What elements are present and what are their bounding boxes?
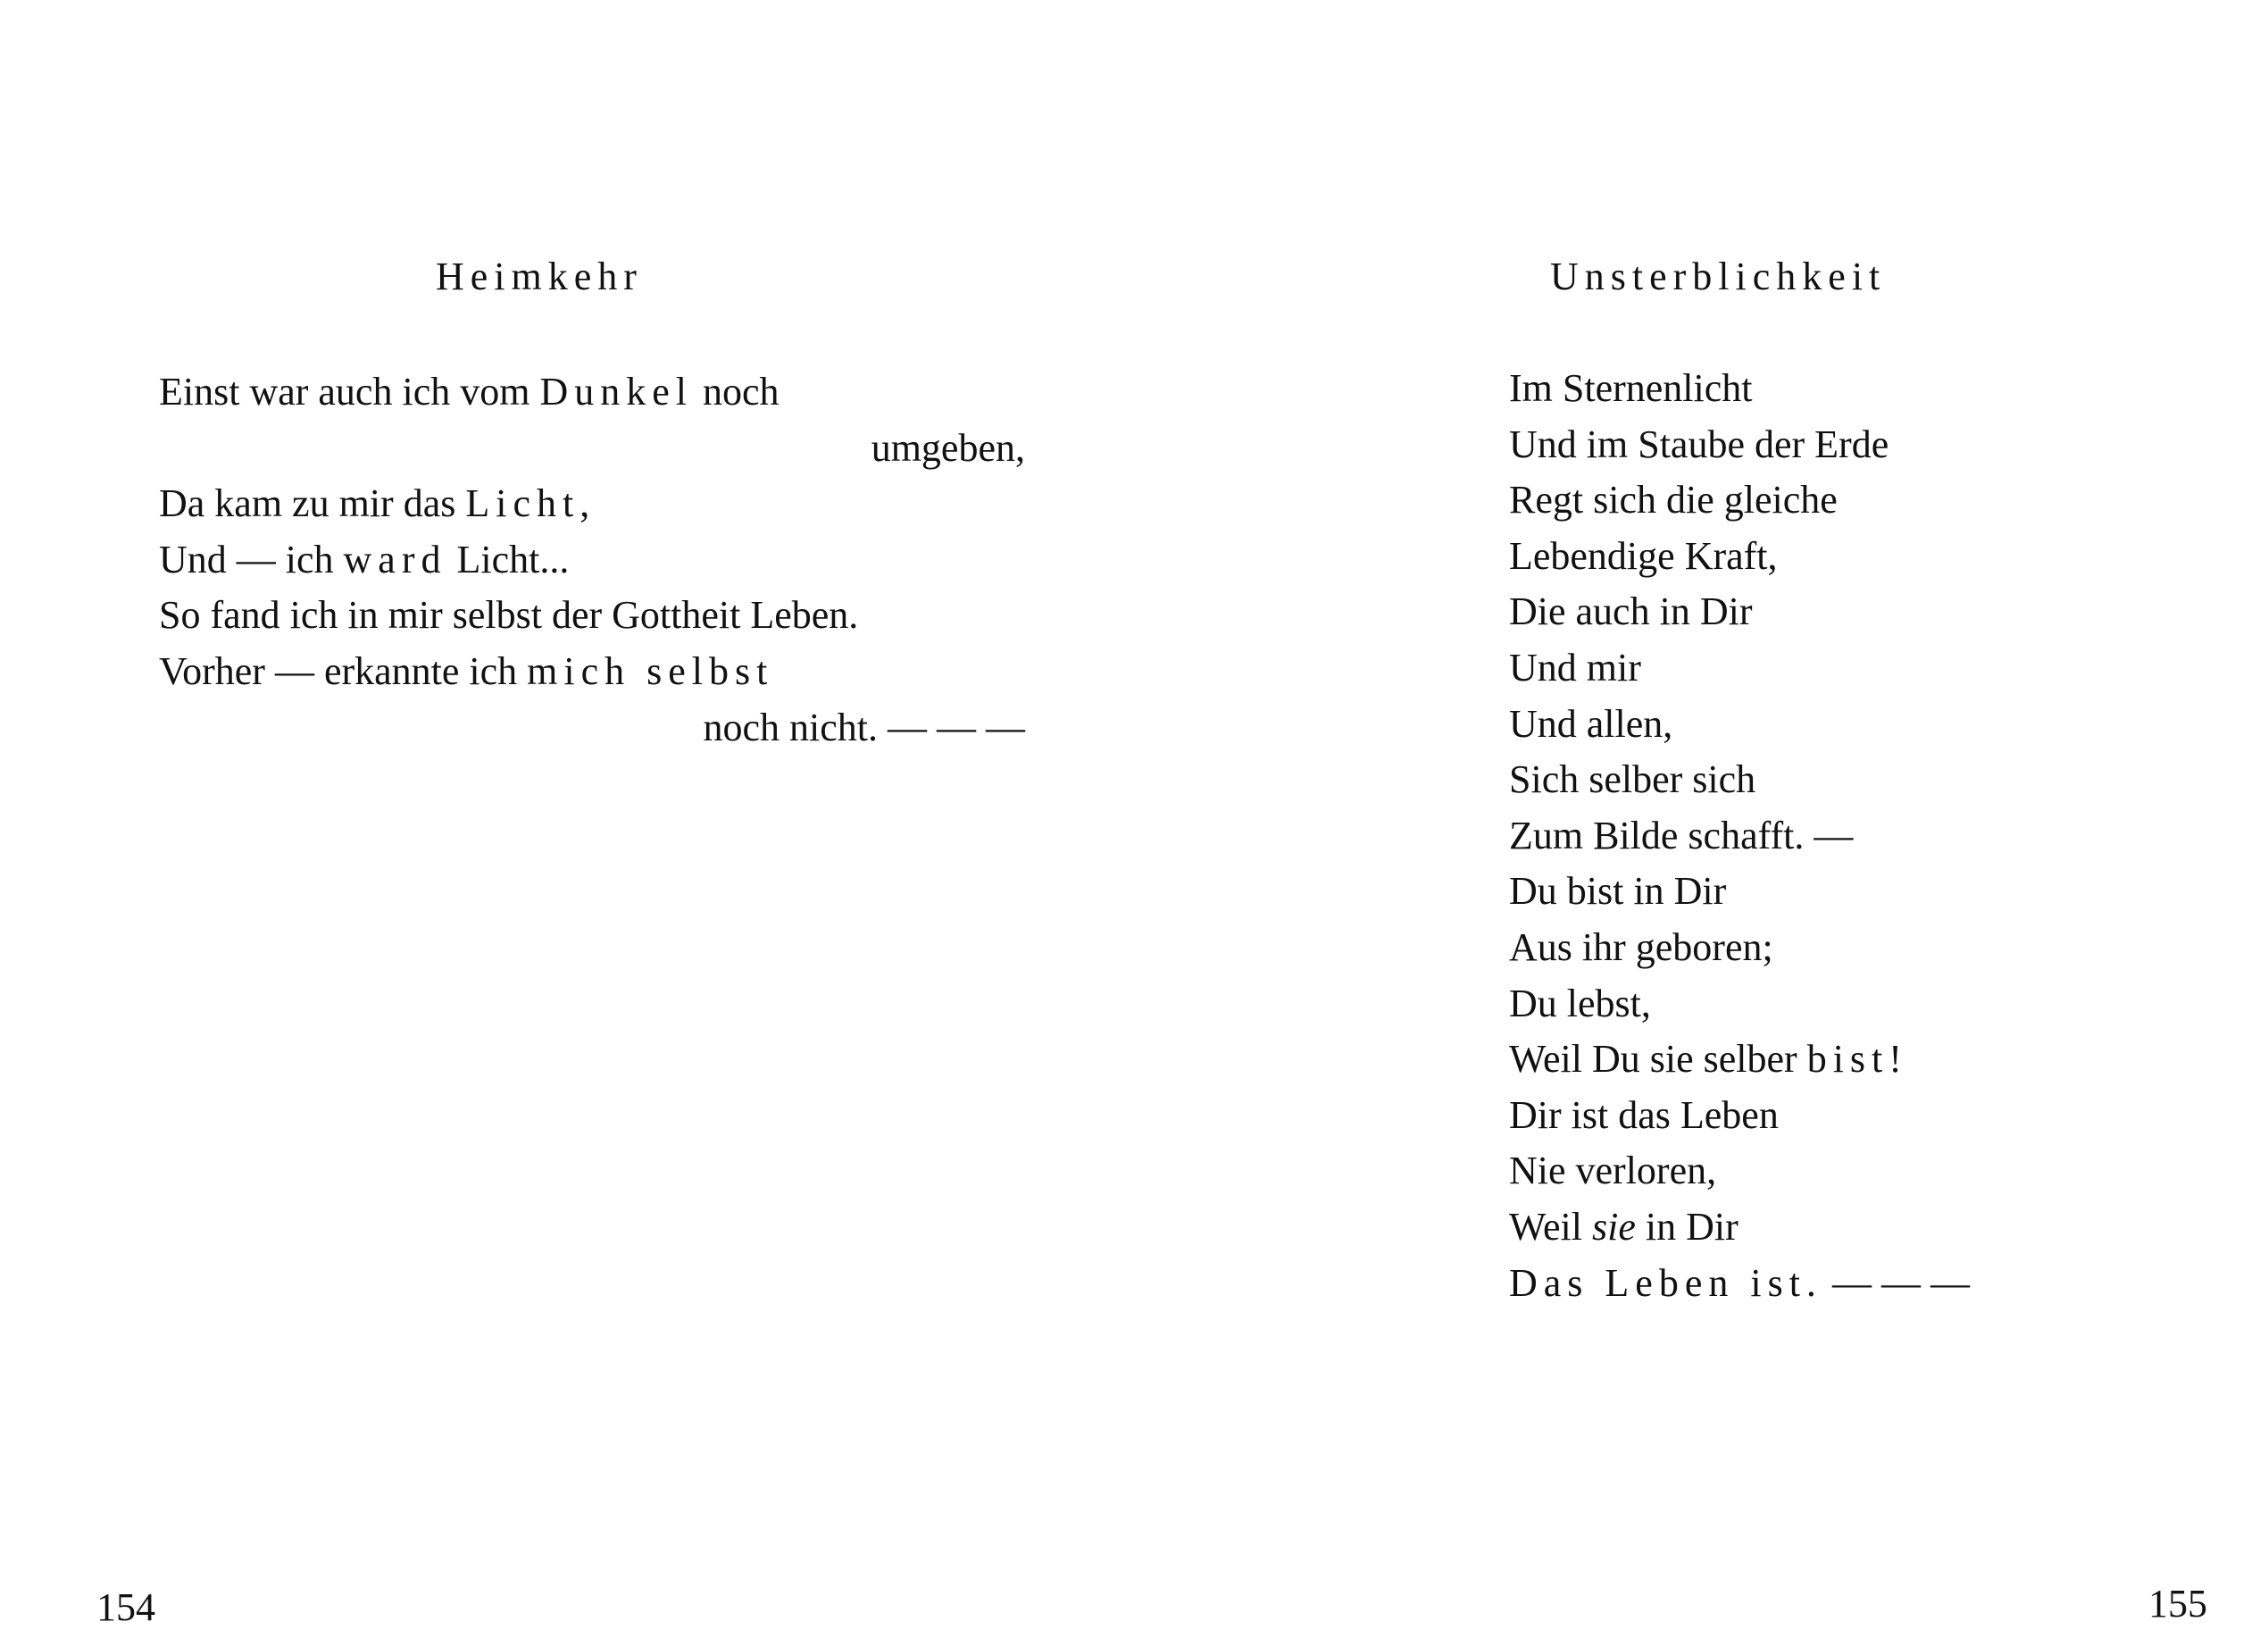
poem-text	[1509, 361, 2241, 1311]
poem-line	[1509, 976, 2241, 1032]
poem-line	[1509, 417, 2241, 473]
line-text: So fand ich in mir selbst der Gottheit Leben.	[159, 593, 859, 638]
right-page	[1134, 0, 2268, 1626]
emphasis-spaced-text: ward	[343, 537, 447, 581]
poem-title: Heimkehr	[436, 255, 643, 298]
emphasis-spaced-text: bist!	[1806, 1037, 1908, 1082]
line-text: — — —	[1822, 1260, 1970, 1305]
page-number: 154	[96, 1585, 155, 1629]
line-text: Nie verloren,	[1509, 1149, 1717, 1193]
poem-line	[1509, 1200, 2241, 1256]
left-page	[0, 0, 1134, 1629]
line-text: Regt sich die gleiche	[1509, 478, 1838, 522]
poem-line	[1509, 472, 2241, 529]
poem-line	[1509, 1256, 2241, 1312]
poem-line	[1509, 920, 2241, 976]
poem-line	[1509, 864, 2241, 920]
poem-line	[1509, 1143, 2241, 1200]
line-text: Und — ich	[159, 537, 344, 581]
line-text: Licht...	[446, 537, 570, 581]
emphasis-spaced-text: Licht	[465, 481, 580, 526]
line-text: Die auch in Dir	[1509, 589, 1753, 634]
poem-title: Unsterblichkeit	[1550, 255, 1887, 298]
emphasis-spaced-text: Dunkel	[539, 370, 693, 414]
line-text: Aus ihr geboren;	[1509, 924, 1773, 969]
poem-line	[159, 364, 1025, 421]
poem-line	[159, 588, 1025, 644]
emphasis-italic-text: sie	[1591, 1204, 1636, 1249]
poem-line	[159, 476, 1025, 532]
line-text: Zum Bilde schafft. —	[1509, 813, 1854, 857]
poem-line	[1509, 640, 2241, 697]
line-text: Vorher — erkannte ich	[159, 648, 528, 693]
line-text: Dir ist das Leben	[1509, 1092, 1779, 1137]
poem-line	[1509, 697, 2241, 753]
line-text: Und allen,	[1509, 701, 1673, 746]
line-text: Lebendige Kraft,	[1509, 533, 1778, 578]
poem-line	[159, 700, 1025, 756]
line-text: umgeben,	[871, 425, 1025, 470]
line-text: Da kam zu mir das	[159, 481, 466, 526]
poem-line	[159, 532, 1025, 589]
emphasis-spaced-text: mich selbst	[527, 648, 774, 693]
poem-line	[1509, 752, 2241, 808]
line-text: Du lebst,	[1509, 981, 1651, 1025]
line-text: Weil	[1509, 1204, 1592, 1249]
poem-line	[1509, 584, 2241, 640]
line-text: noch	[692, 370, 780, 414]
poem-line	[1509, 808, 2241, 865]
poem-line	[159, 421, 1025, 477]
line-text: Weil Du sie selber	[1509, 1037, 1807, 1082]
poem-line	[1509, 1032, 2241, 1088]
line-text: Einst war auch ich vom	[159, 370, 540, 414]
line-text: Und im Staube der Erde	[1509, 422, 1889, 466]
line-text: Im Sternenlicht	[1509, 366, 1753, 410]
poem-line	[159, 644, 1025, 700]
poem-line	[1509, 1088, 2241, 1144]
poem-text	[159, 364, 1025, 756]
line-text: Du bist in Dir	[1509, 869, 1727, 914]
line-text: ,	[580, 481, 590, 526]
line-text: Und mir	[1509, 645, 1641, 690]
poem-line	[1509, 361, 2241, 417]
line-text: noch nicht. — — —	[703, 705, 1025, 749]
line-text: Sich selber sich	[1509, 757, 1756, 802]
poem-line	[1509, 529, 2241, 585]
page-number: 155	[2148, 1582, 2207, 1626]
emphasis-spaced-text: Das Leben ist.	[1509, 1260, 1822, 1305]
line-text: in Dir	[1635, 1204, 1739, 1249]
